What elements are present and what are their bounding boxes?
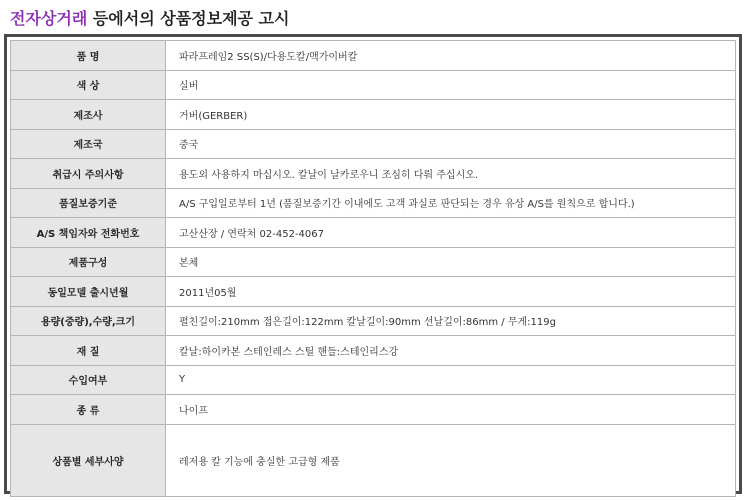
row-label-release-date: 동일모델 출시년월	[11, 277, 166, 307]
table-row	[11, 365, 736, 395]
row-label-detail-spec: 상품별 세부사양	[11, 424, 166, 496]
table-row	[11, 277, 736, 307]
row-value-type: 나이프	[166, 395, 736, 425]
row-value-manufacturer: 거버(GERBER)	[166, 100, 736, 130]
row-value-detail-spec: 레저용 칼 기능에 충실한 고급형 제품	[166, 424, 736, 496]
table-row	[11, 41, 736, 71]
row-value-warranty: A/S 구입일로부터 1년 (품질보증기간 이내에도 고객 과실로 판단되는 경우 유상 A/S를 원칙으로 합니다.)	[166, 188, 736, 218]
row-value-imported: Y	[166, 365, 736, 395]
table-row	[11, 247, 736, 277]
product-info-table	[10, 40, 736, 497]
table-row	[11, 70, 736, 100]
row-label-components: 제품구성	[11, 247, 166, 277]
table-row	[11, 159, 736, 189]
row-label-warranty: 품질보증기준	[11, 188, 166, 218]
row-label-color: 색 상	[11, 70, 166, 100]
page-title	[10, 6, 289, 32]
row-label-type: 종 류	[11, 395, 166, 425]
row-label-material: 재 질	[11, 336, 166, 366]
row-label-size-weight: 용량(중량),수량,크기	[11, 306, 166, 336]
row-value-size-weight: 펼친길이:210mm 접은길이:122mm 칼날길이:90mm 선날길이:86mm / 무게:119g	[166, 306, 736, 336]
row-value-handling-caution: 용도외 사용하지 마십시오. 칼날이 날카로우니 조심히 다뤄 주십시오.	[166, 159, 736, 189]
row-value-material: 칼날:하이카본 스테인레스 스틸 핸들:스테인리스강	[166, 336, 736, 366]
row-value-components: 본체	[166, 247, 736, 277]
table-row	[11, 188, 736, 218]
row-label-as-contact: A/S 책임자와 전화번호	[11, 218, 166, 248]
row-label-imported: 수입여부	[11, 365, 166, 395]
table-row	[11, 336, 736, 366]
table-row	[11, 395, 736, 425]
page-title-accent: 전자상거래	[10, 9, 88, 28]
row-label-product-name: 품 명	[11, 41, 166, 71]
row-value-as-contact: 고산산장 / 연락처 02-452-4067	[166, 218, 736, 248]
row-value-product-name: 파라프레임2 SS(S)/다용도칼/맥가이버칼	[166, 41, 736, 71]
table-row	[11, 100, 736, 130]
table-row	[11, 129, 736, 159]
page-title-rest: 등에서의 상품정보제공 고시	[87, 9, 290, 28]
table-row	[11, 424, 736, 496]
table-row	[11, 218, 736, 248]
row-label-handling-caution: 취급시 주의사항	[11, 159, 166, 189]
row-value-release-date: 2011년05월	[166, 277, 736, 307]
row-label-manufacturer: 제조사	[11, 100, 166, 130]
row-value-color: 실버	[166, 70, 736, 100]
product-info-frame	[4, 34, 742, 494]
row-label-country: 제조국	[11, 129, 166, 159]
row-value-country: 중국	[166, 129, 736, 159]
table-row	[11, 306, 736, 336]
